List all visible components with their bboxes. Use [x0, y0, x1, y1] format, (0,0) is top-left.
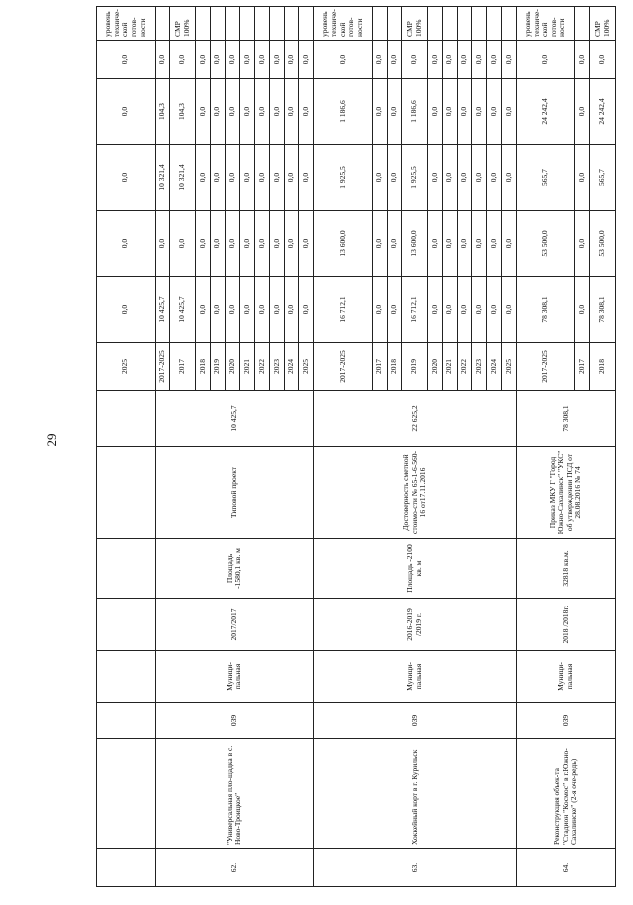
row-number-cell: 64.: [516, 849, 615, 887]
note-cell: [210, 7, 225, 41]
table-row: [97, 7, 156, 887]
value-cell: 0,0: [575, 211, 590, 277]
value-cell: 16 712,1: [314, 277, 373, 343]
value-cell: 0,0: [97, 41, 156, 79]
value-cell: 78 308,1: [516, 277, 575, 343]
value-cell: 0,0: [387, 145, 402, 211]
object-name-cell: "Универсальная пло-щадка в с. Ново-Троицкое": [155, 739, 314, 849]
code-cell: 039: [314, 703, 516, 739]
value-cell: 0,0: [487, 79, 502, 145]
value-cell: 0,0: [196, 79, 211, 145]
row-number-cell: [97, 849, 156, 887]
value-cell: 0,0: [472, 79, 487, 145]
value-cell: 24 242,4: [590, 79, 616, 145]
years-cell: 2016-2019 /2019 г.: [314, 599, 516, 651]
note-cell: [428, 7, 443, 41]
value-cell: 0,0: [501, 277, 516, 343]
value-cell: 0,0: [196, 211, 211, 277]
value-cell: 0,0: [472, 277, 487, 343]
value-cell: 0,0: [240, 211, 255, 277]
table-body: [97, 7, 616, 887]
value-cell: 0,0: [225, 79, 240, 145]
capacity-cell: 32818 кв.м.: [516, 539, 615, 599]
years-cell: [97, 599, 156, 651]
year-cell: 2019: [402, 343, 428, 391]
value-cell: 0,0: [284, 41, 299, 79]
value-cell: 0,0: [210, 277, 225, 343]
value-cell: 104,3: [155, 79, 170, 145]
code-cell: 039: [516, 703, 615, 739]
object-name-cell: [97, 739, 156, 849]
value-cell: 0,0: [269, 79, 284, 145]
value-cell: 0,0: [155, 211, 170, 277]
value-cell: 0,0: [575, 277, 590, 343]
row-number-cell: 63.: [314, 849, 516, 887]
value-cell: 0,0: [442, 277, 457, 343]
value-cell: 0,0: [372, 79, 387, 145]
capacity-cell: Площадь -2100 кв. м: [314, 539, 516, 599]
year-cell: 2017: [170, 343, 196, 391]
value-cell: 0,0: [457, 145, 472, 211]
value-cell: 0,0: [501, 211, 516, 277]
note-cell: [487, 7, 502, 41]
value-cell: 565,7: [516, 145, 575, 211]
value-cell: 0,0: [372, 41, 387, 79]
note-cell: [225, 7, 240, 41]
ownership-cell: Муници-пальная: [314, 651, 516, 703]
value-cell: 0,0: [284, 145, 299, 211]
rotated-table-container: [96, 7, 616, 887]
value-cell: 0,0: [210, 79, 225, 145]
value-cell: 0,0: [442, 41, 457, 79]
value-cell: 0,0: [210, 145, 225, 211]
value-cell: 0,0: [284, 211, 299, 277]
value-cell: 0,0: [225, 145, 240, 211]
total-cost-cell: 10 425,7: [155, 391, 314, 447]
table-row: [516, 7, 575, 887]
value-cell: 0,0: [269, 41, 284, 79]
value-cell: 0,0: [255, 211, 270, 277]
value-cell: 0,0: [487, 277, 502, 343]
value-cell: 0,0: [196, 145, 211, 211]
value-cell: 0,0: [442, 211, 457, 277]
value-cell: 0,0: [575, 145, 590, 211]
value-cell: 0,0: [387, 277, 402, 343]
value-cell: 0,0: [387, 41, 402, 79]
value-cell: 0,0: [457, 211, 472, 277]
value-cell: 0,0: [372, 277, 387, 343]
value-cell: 565,7: [590, 145, 616, 211]
total-cost-cell: [97, 391, 156, 447]
basis-cell: Приказ МКУ Г "Город Южно-Сахалинск" "УКС" об утверждении ПСД от 28.08.2016 № 74: [516, 447, 615, 539]
value-cell: 0,0: [225, 277, 240, 343]
note-cell: уровень техниче-ской готов-ности: [516, 7, 575, 41]
total-cost-cell: 22 625,2: [314, 391, 516, 447]
note-cell: [284, 7, 299, 41]
note-cell: [255, 7, 270, 41]
year-cell: 2023: [269, 343, 284, 391]
year-cell: 2017-2025: [155, 343, 170, 391]
note-cell: [196, 7, 211, 41]
note-cell: [240, 7, 255, 41]
value-cell: 0,0: [428, 277, 443, 343]
value-cell: 0,0: [284, 79, 299, 145]
table-row: [314, 7, 373, 887]
value-cell: 10 425,7: [155, 277, 170, 343]
value-cell: 0,0: [170, 211, 196, 277]
value-cell: 0,0: [387, 79, 402, 145]
value-cell: 0,0: [97, 145, 156, 211]
total-cost-cell: 78 308,1: [516, 391, 615, 447]
value-cell: 78 308,1: [590, 277, 616, 343]
value-cell: 0,0: [428, 41, 443, 79]
value-cell: 104,3: [170, 79, 196, 145]
value-cell: 0,0: [457, 79, 472, 145]
value-cell: 0,0: [372, 211, 387, 277]
year-cell: 2024: [284, 343, 299, 391]
year-cell: 2021: [442, 343, 457, 391]
value-cell: 0,0: [516, 41, 575, 79]
value-cell: 0,0: [428, 79, 443, 145]
investment-table: [96, 6, 616, 887]
year-cell: 2018: [196, 343, 211, 391]
table-row: [155, 7, 170, 887]
value-cell: 0,0: [428, 211, 443, 277]
note-cell: СМР 100%: [402, 7, 428, 41]
ownership-cell: [97, 651, 156, 703]
value-cell: 0,0: [487, 211, 502, 277]
note-cell: [372, 7, 387, 41]
value-cell: 0,0: [269, 277, 284, 343]
value-cell: 0,0: [196, 277, 211, 343]
value-cell: 0,0: [314, 41, 373, 79]
basis-cell: Достоверность сметной стоимо-сти № 65-1-6-560-16 от17.11.2016: [314, 447, 516, 539]
value-cell: 0,0: [487, 41, 502, 79]
year-cell: 2017: [575, 343, 590, 391]
value-cell: 0,0: [299, 211, 314, 277]
note-cell: [387, 7, 402, 41]
value-cell: 0,0: [255, 41, 270, 79]
value-cell: 24 242,4: [516, 79, 575, 145]
value-cell: 0,0: [255, 277, 270, 343]
year-cell: 2017-2025: [516, 343, 575, 391]
value-cell: 0,0: [225, 211, 240, 277]
value-cell: 0,0: [210, 41, 225, 79]
value-cell: 0,0: [487, 145, 502, 211]
year-cell: 2017-2025: [314, 343, 373, 391]
value-cell: 0,0: [387, 211, 402, 277]
year-cell: 2018: [590, 343, 616, 391]
year-cell: 2017: [372, 343, 387, 391]
capacity-cell: Площадь -1580,1 кв. м: [155, 539, 314, 599]
value-cell: 16 712,1: [402, 277, 428, 343]
years-cell: 2017/2017: [155, 599, 314, 651]
object-name-cell: Хоккейный корт в г. Курильск: [314, 739, 516, 849]
value-cell: 0,0: [472, 41, 487, 79]
note-cell: [442, 7, 457, 41]
value-cell: 0,0: [240, 79, 255, 145]
value-cell: 10 321,4: [170, 145, 196, 211]
value-cell: 0,0: [590, 41, 616, 79]
value-cell: 0,0: [299, 79, 314, 145]
value-cell: 0,0: [196, 41, 211, 79]
value-cell: 0,0: [240, 145, 255, 211]
value-cell: 0,0: [255, 79, 270, 145]
value-cell: 0,0: [501, 41, 516, 79]
row-number-cell: 62.: [155, 849, 314, 887]
capacity-cell: [97, 539, 156, 599]
value-cell: 0,0: [255, 145, 270, 211]
ownership-cell: Муници-пальная: [516, 651, 615, 703]
value-cell: 0,0: [442, 145, 457, 211]
value-cell: 0,0: [97, 79, 156, 145]
note-cell: [155, 7, 170, 41]
value-cell: 0,0: [210, 211, 225, 277]
year-cell: 2020: [428, 343, 443, 391]
value-cell: 10 425,7: [170, 277, 196, 343]
year-cell: 2024: [487, 343, 502, 391]
page-number: 29: [44, 433, 59, 447]
value-cell: 0,0: [225, 41, 240, 79]
value-cell: 0,0: [428, 145, 443, 211]
year-cell: 2022: [255, 343, 270, 391]
value-cell: 1 925,5: [314, 145, 373, 211]
value-cell: 1 186,6: [314, 79, 373, 145]
year-cell: 2023: [472, 343, 487, 391]
years-cell: 2018 /2018г.: [516, 599, 615, 651]
basis-cell: Типовой проект: [155, 447, 314, 539]
value-cell: 53 500,0: [516, 211, 575, 277]
year-cell: 2022: [457, 343, 472, 391]
year-cell: 2025: [299, 343, 314, 391]
value-cell: 0,0: [299, 277, 314, 343]
value-cell: 0,0: [402, 41, 428, 79]
value-cell: 0,0: [472, 145, 487, 211]
year-cell: 2018: [387, 343, 402, 391]
year-cell: 2025: [97, 343, 156, 391]
value-cell: 0,0: [284, 277, 299, 343]
note-cell: [269, 7, 284, 41]
value-cell: 0,0: [240, 277, 255, 343]
value-cell: 0,0: [299, 145, 314, 211]
note-cell: [575, 7, 590, 41]
value-cell: 0,0: [575, 79, 590, 145]
value-cell: 0,0: [457, 277, 472, 343]
year-cell: 2021: [240, 343, 255, 391]
value-cell: 1 186,6: [402, 79, 428, 145]
note-cell: СМР 100%: [590, 7, 616, 41]
value-cell: 53 500,0: [590, 211, 616, 277]
year-cell: 2019: [210, 343, 225, 391]
note-cell: [299, 7, 314, 41]
value-cell: 0,0: [240, 41, 255, 79]
value-cell: 0,0: [442, 79, 457, 145]
value-cell: 0,0: [97, 277, 156, 343]
value-cell: 0,0: [97, 211, 156, 277]
note-cell: [457, 7, 472, 41]
note-cell: СМР 100%: [170, 7, 196, 41]
note-cell: уровень техниче-ской готов-ности: [314, 7, 373, 41]
code-cell: 039: [155, 703, 314, 739]
value-cell: 0,0: [269, 145, 284, 211]
year-cell: 2025: [501, 343, 516, 391]
value-cell: 0,0: [501, 79, 516, 145]
note-cell: [472, 7, 487, 41]
basis-cell: [97, 447, 156, 539]
value-cell: 1 925,5: [402, 145, 428, 211]
value-cell: 0,0: [155, 41, 170, 79]
value-cell: 0,0: [372, 145, 387, 211]
note-cell: [501, 7, 516, 41]
object-name-cell: Реконструкция объек-та "Стадион "Космос" в г.Южно-Сахалинске" (2-я оче-редь): [516, 739, 615, 849]
note-cell: уровень техниче-ской готов-ности: [97, 7, 156, 41]
value-cell: 0,0: [575, 41, 590, 79]
value-cell: 13 600,0: [402, 211, 428, 277]
value-cell: 0,0: [457, 41, 472, 79]
year-cell: 2020: [225, 343, 240, 391]
value-cell: 13 600,0: [314, 211, 373, 277]
ownership-cell: Муници-пальная: [155, 651, 314, 703]
code-cell: [97, 703, 156, 739]
value-cell: 10 321,4: [155, 145, 170, 211]
value-cell: 0,0: [501, 145, 516, 211]
value-cell: 0,0: [472, 211, 487, 277]
value-cell: 0,0: [269, 211, 284, 277]
value-cell: 0,0: [299, 41, 314, 79]
value-cell: 0,0: [170, 41, 196, 79]
